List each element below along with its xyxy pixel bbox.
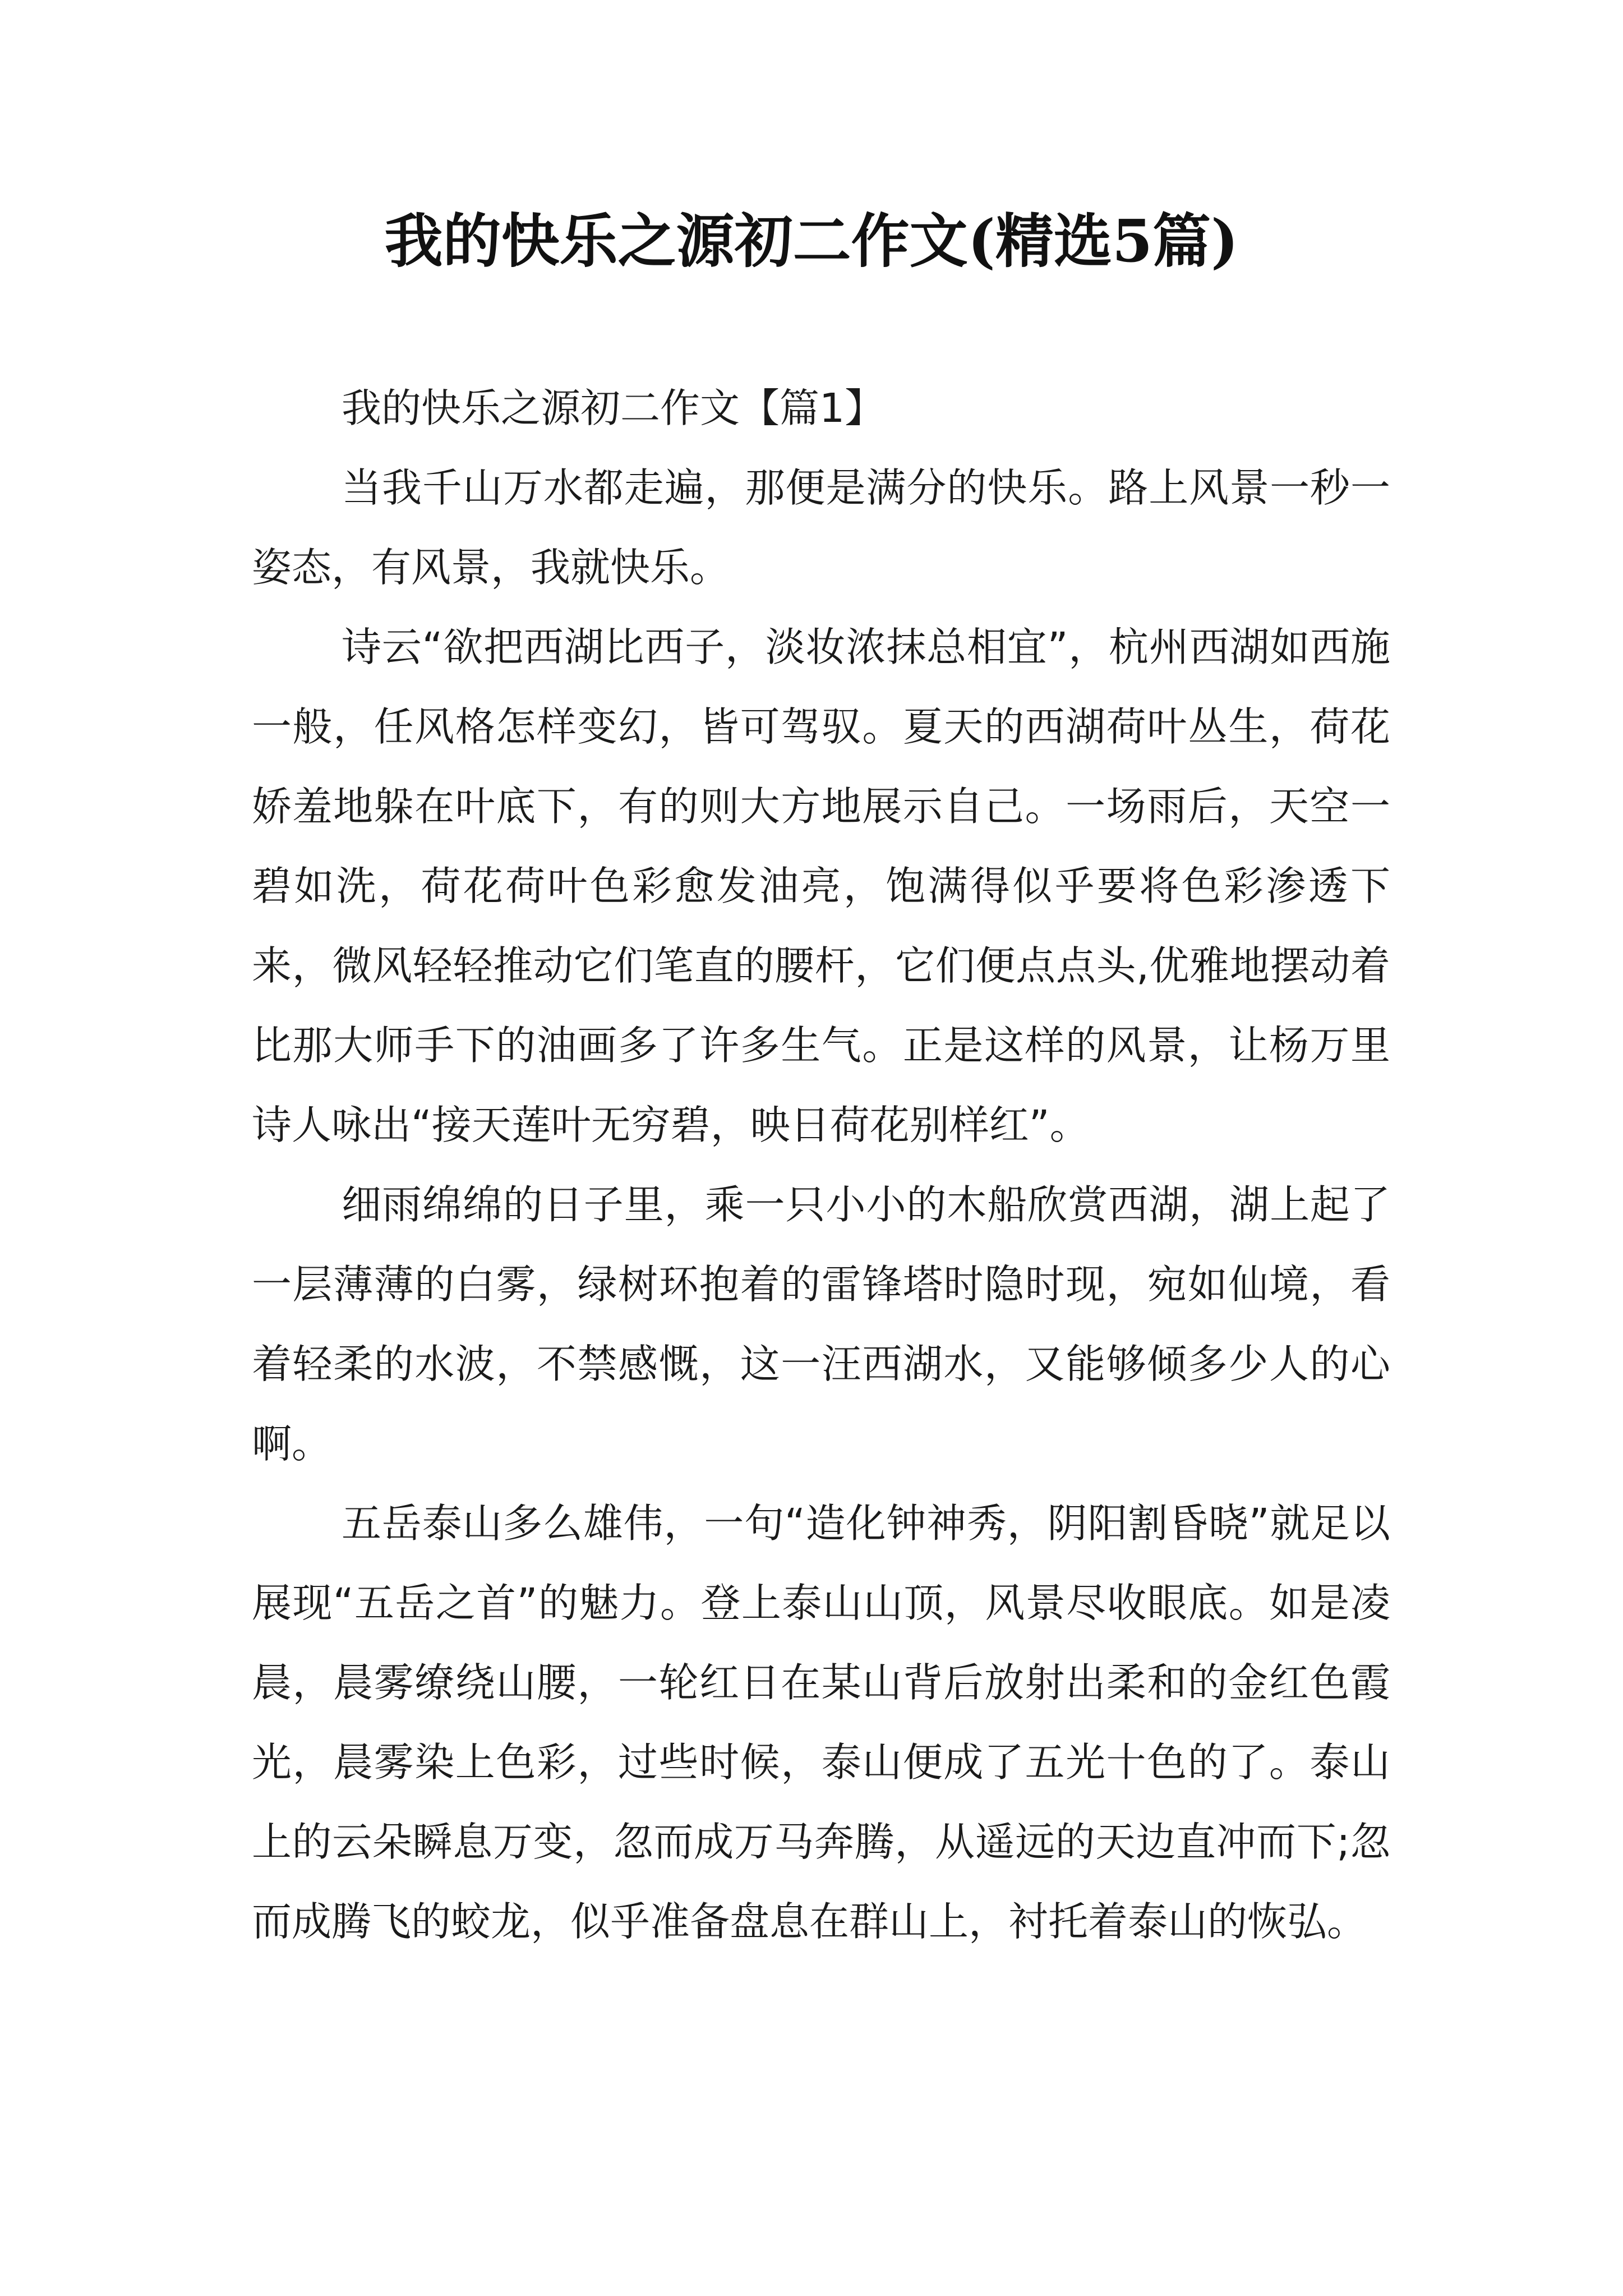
paragraph-2: 诗云“欲把西湖比西子，淡妆浓抹总相宜”，杭州西湖如西施一般，任风格怎样变幻，皆可驾驭。夏天的西湖荷叶丛生，荷花娇羞地躲在叶底下，有的则大方地展示自己。一场雨后，天空一碧如洗，荷花荷叶色彩愈发油亮，饱满得似乎要将色彩渗透下来，微风轻轻推动它们笔直的腰杆，它们便点点头,优雅地摆动着比那大师手下的油画多了许多生气。正是这样的风景，让杨万里诗人咏出“接天莲叶无穷碧，映日荷花别样红”。 [252,624,1390,1148]
document-body [252,369,1390,1962]
document-title: 我的快乐之源初二作文(精选5篇) [384,206,1239,275]
paragraph-1: 当我千山万水都走遍，那便是满分的快乐。路上风景一秒一姿态，有风景，我就快乐。 [252,464,1390,591]
paragraph-3: 细雨绵绵的日子里，乘一只小小的木船欣赏西湖，湖上起了一层薄薄的白雾，绿树环抱着的雷锋塔时隐时现，宛如仙境，看着轻柔的水波，不禁感慨，这一汪西湖水，又能够倾多少人的心啊。 [252,1181,1390,1467]
section-heading: 我的快乐之源初二作文【篇1】 [342,385,885,431]
paragraph-4: 五岳泰山多么雄伟，一句“造化钟神秀，阴阳割昏晓”就足以展现“五岳之首”的魅力。登上泰山山顶，风景尽收眼底。如是凌晨，晨雾缭绕山腰，一轮红日在某山背后放射出柔和的金红色霞光，晨雾染上色彩，过些时候，泰山便成了五光十色的了。泰山上的云朵瞬息万变，忽而成万马奔腾，从遥远的天边直冲而下;忽而成腾飞的蛟龙，似乎准备盘息在群山上，衬托着泰山的恢弘。 [252,1500,1390,1945]
